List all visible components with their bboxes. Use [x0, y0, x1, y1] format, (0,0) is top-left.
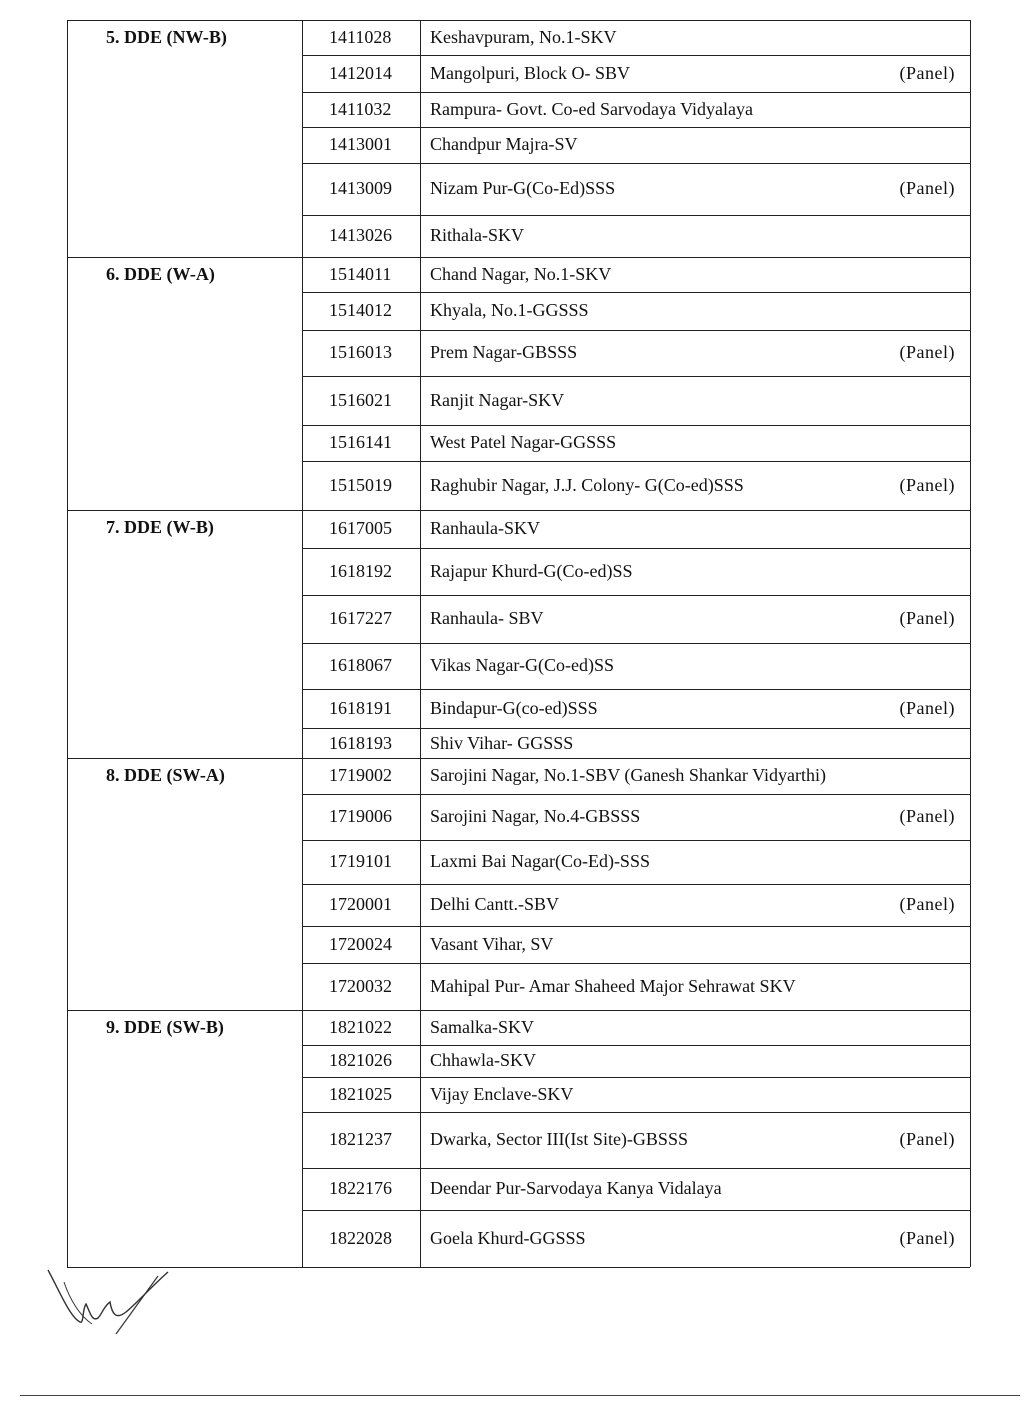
school-code: 1514012	[329, 300, 392, 320]
school-code: 1821026	[329, 1050, 392, 1070]
row-divider	[302, 425, 970, 426]
school-code: 1515019	[329, 475, 392, 495]
school-name: Sarojini Nagar, No.1-SBV (Ganesh Shankar Vidyarthi)	[430, 765, 826, 785]
school-code: 1413009	[329, 178, 392, 198]
panel-marker: (Panel)	[899, 608, 955, 628]
school-name: Ranhaula- SBV	[430, 608, 544, 628]
school-name: Shiv Vihar- GGSSS	[430, 733, 574, 753]
dde-group-label: 7. DDE (W-B)	[106, 517, 214, 537]
row-divider	[302, 728, 970, 729]
row-divider	[302, 1210, 970, 1211]
school-name: Dwarka, Sector III(Ist Site)-GBSSS	[430, 1129, 688, 1149]
row-divider	[302, 1045, 970, 1046]
school-code: 1822028	[329, 1228, 392, 1248]
school-name: Chhawla-SKV	[430, 1050, 536, 1070]
row-divider	[302, 595, 970, 596]
row-divider	[302, 163, 970, 164]
row-divider	[302, 215, 970, 216]
row-divider	[302, 55, 970, 56]
row-divider	[302, 884, 970, 885]
school-code: 1618192	[329, 561, 392, 581]
school-name: Delhi Cantt.-SBV	[430, 894, 559, 914]
row-divider	[302, 643, 970, 644]
dde-group-label: 8. DDE (SW-A)	[106, 765, 225, 785]
row-divider	[302, 963, 970, 964]
group-divider	[67, 1267, 970, 1268]
row-divider	[302, 840, 970, 841]
row-divider	[302, 548, 970, 549]
school-code: 1413026	[329, 225, 392, 245]
school-code: 1411028	[329, 27, 392, 47]
row-divider	[302, 1112, 970, 1113]
school-code: 1822176	[329, 1178, 392, 1198]
school-code: 1618193	[329, 733, 392, 753]
school-code: 1719101	[329, 851, 392, 871]
school-code: 1720024	[329, 934, 392, 954]
school-name: Laxmi Bai Nagar(Co-Ed)-SSS	[430, 851, 650, 871]
school-name: Keshavpuram, No.1-SKV	[430, 27, 617, 47]
dde-group-label: 5. DDE (NW-B)	[106, 27, 227, 47]
school-name: Nizam Pur-G(Co-Ed)SSS	[430, 178, 616, 198]
school-name: Ranjit Nagar-SKV	[430, 390, 565, 410]
table-left-border	[67, 20, 68, 1267]
panel-marker: (Panel)	[899, 806, 955, 826]
school-code: 1821025	[329, 1084, 392, 1104]
school-code: 1413001	[329, 134, 392, 154]
school-code: 1516013	[329, 342, 392, 362]
handwritten-signature	[40, 1262, 180, 1342]
panel-marker: (Panel)	[899, 475, 955, 495]
row-divider	[302, 461, 970, 462]
school-code: 1618191	[329, 698, 392, 718]
school-code: 1617005	[329, 518, 392, 538]
school-name: Sarojini Nagar, No.4-GBSSS	[430, 806, 641, 826]
row-divider	[302, 794, 970, 795]
school-name: Ranhaula-SKV	[430, 518, 540, 538]
school-name: Bindapur-G(co-ed)SSS	[430, 698, 598, 718]
school-code: 1411032	[329, 99, 392, 119]
school-name: Chand Nagar, No.1-SKV	[430, 264, 612, 284]
group-divider	[67, 1010, 970, 1011]
school-name: Rithala-SKV	[430, 225, 524, 245]
panel-marker: (Panel)	[899, 698, 955, 718]
school-name: West Patel Nagar-GGSSS	[430, 432, 617, 452]
school-code: 1516021	[329, 390, 392, 410]
group-divider	[67, 510, 970, 511]
row-divider	[302, 376, 970, 377]
school-name: Chandpur Majra-SV	[430, 134, 578, 154]
row-divider	[302, 292, 970, 293]
panel-marker: (Panel)	[899, 1228, 955, 1248]
school-code: 1720032	[329, 976, 392, 996]
row-divider	[302, 330, 970, 331]
panel-marker: (Panel)	[899, 178, 955, 198]
school-name: Deendar Pur-Sarvodaya Kanya Vidalaya	[430, 1178, 722, 1198]
school-name: Mahipal Pur- Amar Shaheed Major Sehrawat SKV	[430, 976, 796, 996]
school-name: Goela Khurd-GGSSS	[430, 1228, 586, 1248]
school-name: Mangolpuri, Block O- SBV	[430, 63, 630, 83]
footer-rule	[20, 1395, 1020, 1396]
row-divider	[302, 127, 970, 128]
group-divider	[67, 257, 970, 258]
school-name: Rampura- Govt. Co-ed Sarvodaya Vidyalaya	[430, 99, 753, 119]
school-code: 1821022	[329, 1017, 392, 1037]
school-name: Vijay Enclave-SKV	[430, 1084, 574, 1104]
row-divider	[302, 926, 970, 927]
panel-marker: (Panel)	[899, 63, 955, 83]
school-code: 1720001	[329, 894, 392, 914]
school-name: Prem Nagar-GBSSS	[430, 342, 578, 362]
row-divider	[302, 1168, 970, 1169]
school-name: Vasant Vihar, SV	[430, 934, 554, 954]
school-name: Rajapur Khurd-G(Co-ed)SS	[430, 561, 633, 581]
school-name: Samalka-SKV	[430, 1017, 534, 1037]
school-code: 1821237	[329, 1129, 392, 1149]
row-divider	[302, 689, 970, 690]
school-name: Vikas Nagar-G(Co-ed)SS	[430, 655, 615, 675]
table-top-border	[67, 20, 970, 21]
school-code: 1719006	[329, 806, 392, 826]
row-divider	[302, 1077, 970, 1078]
panel-marker: (Panel)	[899, 894, 955, 914]
panel-marker: (Panel)	[899, 1129, 955, 1149]
school-code: 1516141	[329, 432, 392, 452]
school-name: Raghubir Nagar, J.J. Colony- G(Co-ed)SSS	[430, 475, 744, 495]
group-divider	[67, 758, 970, 759]
school-code: 1617227	[329, 608, 392, 628]
row-divider	[302, 92, 970, 93]
dde-group-label: 9. DDE (SW-B)	[106, 1017, 224, 1037]
school-code: 1514011	[329, 264, 392, 284]
school-code: 1618067	[329, 655, 392, 675]
panel-marker: (Panel)	[899, 342, 955, 362]
school-code: 1412014	[329, 63, 392, 83]
dde-group-label: 6. DDE (W-A)	[106, 264, 215, 284]
table-right-border	[970, 20, 971, 1267]
school-name: Khyala, No.1-GGSSS	[430, 300, 589, 320]
school-code: 1719002	[329, 765, 392, 785]
